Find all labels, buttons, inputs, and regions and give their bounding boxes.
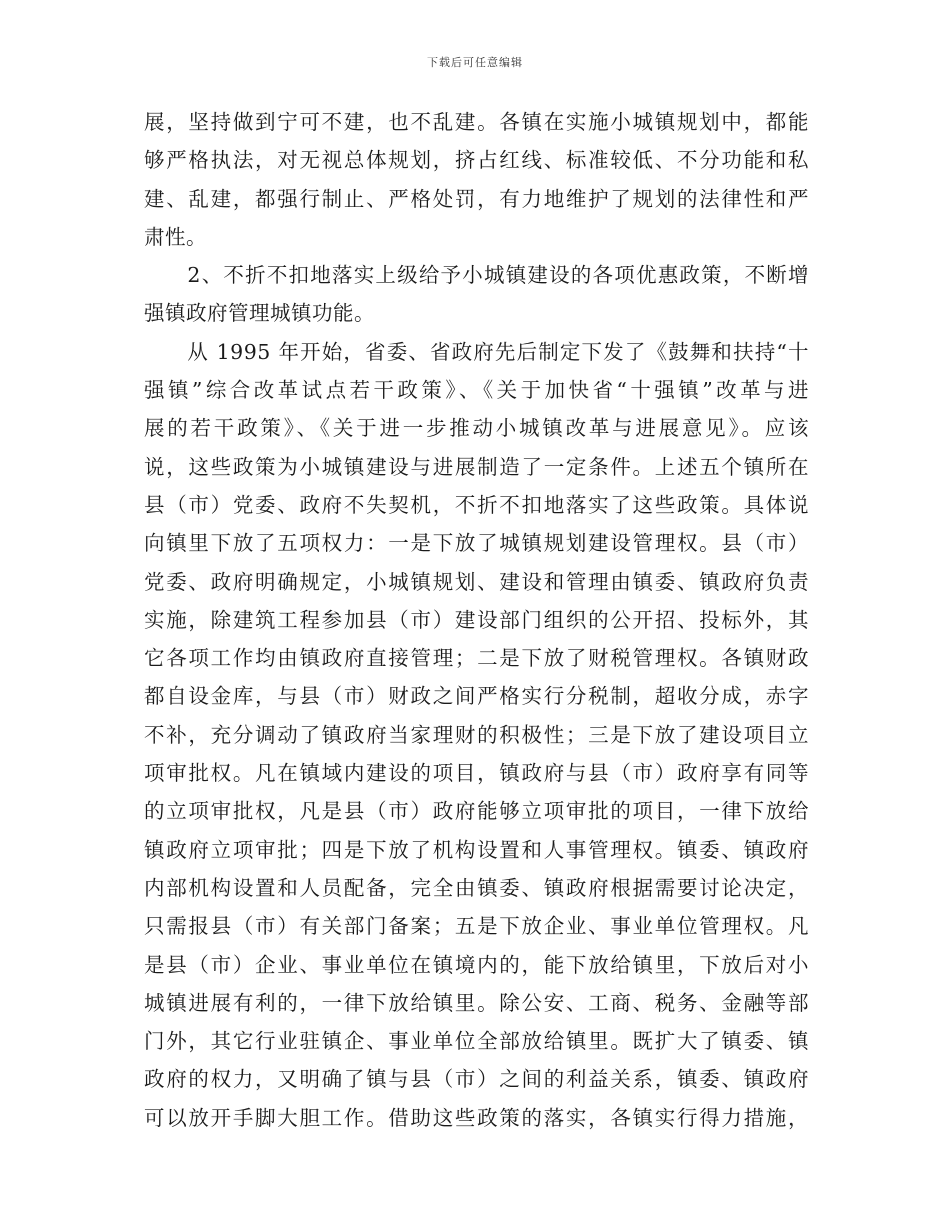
document-body: [144, 103, 809, 1137]
text-line: 强镇政府管理城镇功能。: [144, 301, 375, 326]
text-line: 不补，充分调动了镇政府当家理财的积极性；三是下放了建设项目立: [144, 722, 809, 747]
text-line: 展，坚持做到宁可不建，也不乱建。各镇在实施小城镇规划中，都能: [144, 110, 809, 134]
text-line: 县（市）党委、政府不失契机，不折不扣地落实了这些政策。具体说: [144, 492, 809, 517]
text-line: 肃性。: [144, 224, 207, 249]
text-line: 项审批权。凡在镇域内建设的项目，镇政府与县（市）政府享有同等: [144, 761, 809, 786]
text-line: 从 1995 年开始，省委、省政府先后制定下发了《鼓舞和扶持“十: [144, 339, 809, 364]
text-line: 够严格执法，对无视总体规划，挤占红线、标准较低、不分功能和私: [144, 148, 809, 173]
text-line: 城镇进展有利的，一律下放给镇里。除公安、工商、税务、金融等部: [144, 990, 809, 1015]
text-line: 党委、政府明确规定，小城镇规划、建设和管理由镇委、镇政府负责: [144, 569, 809, 594]
text-line: 只需报县（市）有关部门备案；五是下放企业、事业单位管理权。凡: [144, 914, 809, 939]
text-line: 2、不折不扣地落实上级给予小城镇建设的各项优惠政策，不断增: [144, 263, 809, 288]
page-header: 下载后可任意编辑: [427, 56, 523, 69]
text-line: 是县（市）企业、事业单位在镇境内的，能下放给镇里，下放后对小: [144, 952, 809, 977]
text-line: 向镇里下放了五项权力：一是下放了城镇规划建设管理权。县（市）: [144, 531, 809, 556]
text-line: 说，这些政策为小城镇建设与进展制造了一定条件。上述五个镇所在: [144, 454, 809, 479]
text-line: 它各项工作均由镇政府直接管理；二是下放了财税管理权。各镇财政: [144, 646, 809, 671]
text-line: 政府的权力，又明确了镇与县（市）之间的利益关系，镇委、镇政府: [144, 1067, 809, 1092]
text-line: 门外，其它行业驻镇企、事业单位全部放给镇里。既扩大了镇委、镇: [144, 1029, 809, 1054]
text-line: 内部机构设置和人员配备，完全由镇委、镇政府根据需要讨论决定，: [144, 875, 809, 900]
text-line: 都自设金库，与县（市）财政之间严格实行分税制，超收分成，赤字: [144, 684, 809, 709]
text-line: 的立项审批权，凡是县（市）政府能够立项审批的项目，一律下放给: [144, 799, 809, 824]
text-line: 可以放开手脚大胆工作。借助这些政策的落实，各镇实行得力措施，: [144, 1105, 809, 1130]
text-line: 强镇”综合改革试点若干政策》、《关于加快省“十强镇”改革与进: [144, 378, 809, 403]
text-line: 建、乱建，都强行制止、严格处罚，有力地维护了规划的法律性和严: [144, 186, 809, 211]
text-line: 实施，除建筑工程参加县（市）建设部门组织的公开招、投标外，其: [144, 607, 809, 632]
text-line: 镇政府立项审批；四是下放了机构设置和人事管理权。镇委、镇政府: [144, 837, 809, 862]
text-line: 展的若干政策》、《关于进一步推动小城镇改革与进展意见》。应该: [144, 416, 809, 441]
